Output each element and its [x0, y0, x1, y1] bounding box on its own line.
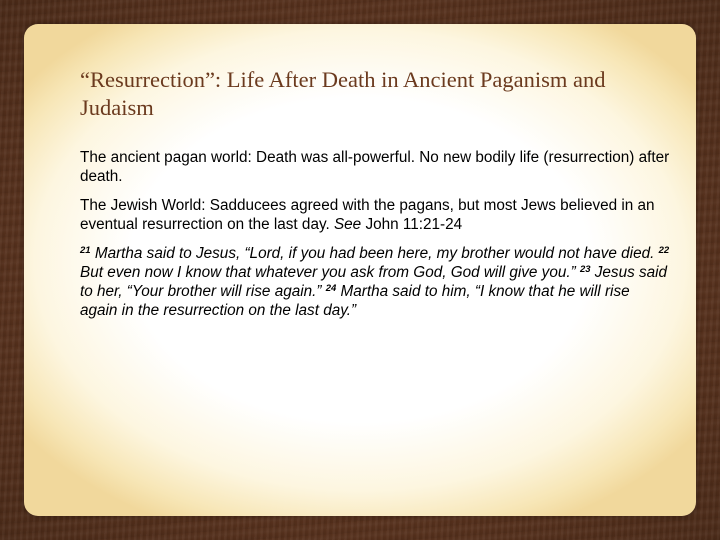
scripture-reference: John 11:21-24 — [365, 216, 463, 233]
paragraph-jewish-world — [80, 196, 670, 234]
verse-text: Jesus said to her, “Your brother will rise again.” — [80, 264, 668, 300]
verse-number: 22 — [658, 245, 670, 256]
verse-number: 24 — [325, 283, 337, 294]
verse-text: But even now I know that whatever you ask from God, God will give you.” — [80, 264, 576, 281]
verse-number: 21 — [80, 245, 91, 256]
paragraph-pagan-world: The ancient pagan world: Death was all-powerful. No new bodily life (resurrection) after death. — [80, 149, 670, 185]
verse-text: Martha said to him, “I know that he will rise again in the resurrection on the last day.” — [80, 283, 630, 319]
slide-title: “Resurrection”: Life After Death in Ancient Paganism and Judaism — [80, 67, 606, 120]
verse-number: 23 — [579, 264, 591, 275]
scripture-quote — [80, 244, 670, 320]
jewish-world-text: The Jewish World: Sadducees agreed with the pagans, but most Jews believed in an eventual resurrection on the last day. — [80, 197, 655, 233]
slide-body — [80, 148, 670, 320]
verse-text: Martha said to Jesus, “Lord, if you had been here, my brother would not have died. — [94, 245, 655, 262]
see-word: See — [333, 216, 362, 233]
